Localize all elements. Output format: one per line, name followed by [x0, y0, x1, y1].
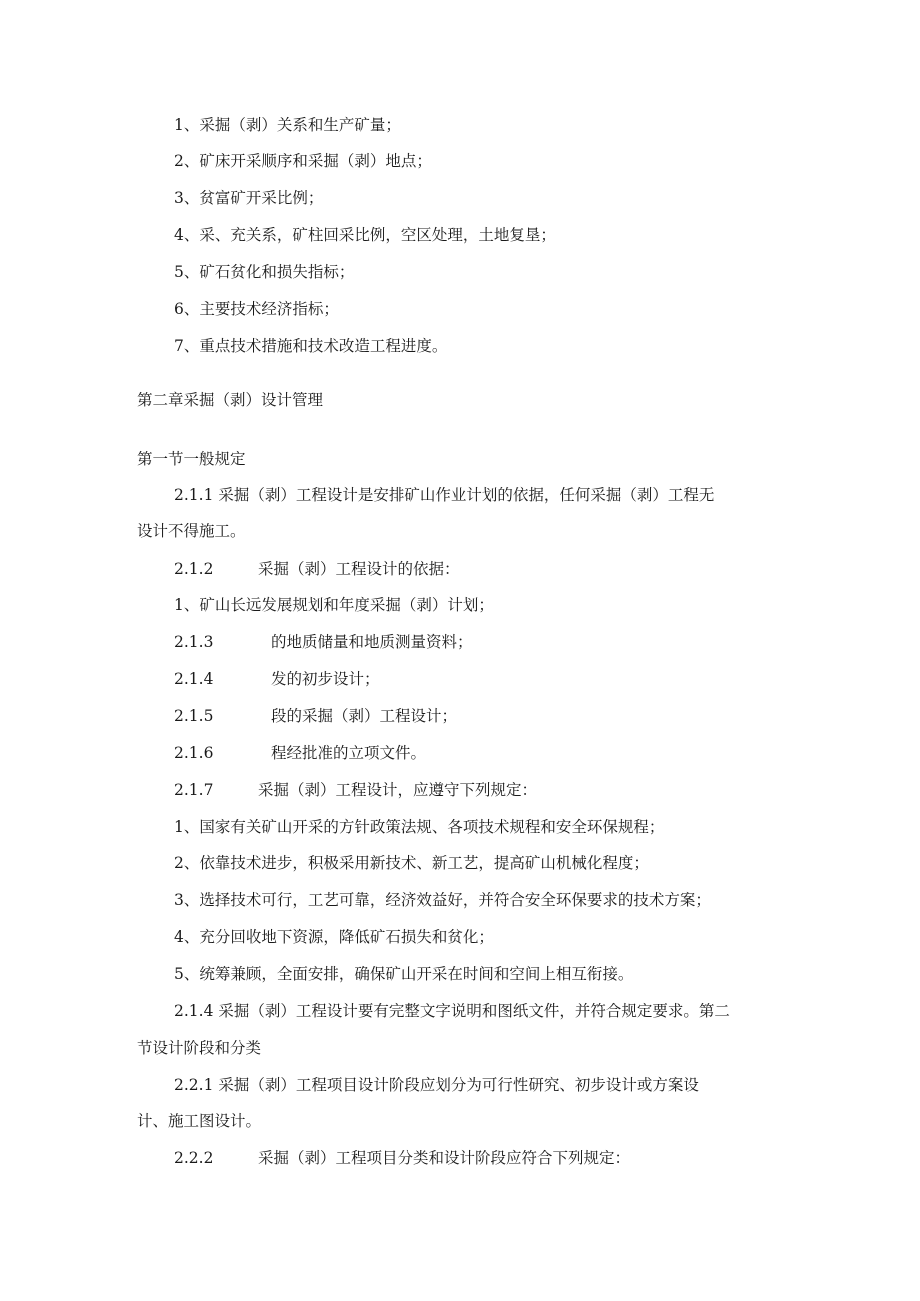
paragraph-2-2-2 [174, 1148, 630, 1168]
list-item: 6、主要技术经济指标； [174, 300, 339, 318]
section-heading: 第一节一般规定 [137, 450, 246, 468]
clause-text: 程经批准的立项文件。 [271, 744, 427, 762]
clause-number: 2.1.2 [174, 560, 214, 578]
chapter-heading: 第二章采掘（剥）设计管理 [137, 391, 324, 409]
paragraph-2-1-2 [174, 559, 460, 579]
list-item: 4、采、充关系，矿柱回采比例，空区处理，土地复垦； [174, 226, 556, 244]
list-item: 4、充分回收地下资源，降低矿石损失和贫化； [174, 928, 494, 946]
clause-row [174, 669, 380, 689]
list-item: 5、统筹兼顾，全面安排，确保矿山开采在时间和空间上相互衔接。 [174, 965, 634, 983]
paragraph-2-1-7 [174, 780, 537, 800]
paragraph-2-2-1-line2: 计、施工图设计。 [137, 1112, 262, 1130]
clause-number: 2.1.7 [174, 781, 214, 799]
paragraph-2-1-4-line2: 节设计阶段和分类 [137, 1039, 262, 1057]
clause-text: 采掘（剥）工程设计的依据： [258, 560, 460, 578]
clause-row [174, 706, 457, 726]
clause-row [174, 632, 473, 652]
paragraph-2-1-1-line2: 设计不得施工。 [137, 522, 246, 540]
paragraph-2-1-4-line1: 2.1.4 采掘（剥）工程设计要有完整文字说明和图纸文件，并符合规定要求。第二 [174, 1002, 730, 1020]
list-item: 7、重点技术措施和技术改造工程进度。 [174, 337, 448, 355]
list-item: 2、依靠技术进步，积极采用新技术、新工艺，提高矿山机械化程度； [174, 854, 649, 872]
clause-row [174, 743, 426, 763]
clause-number: 2.1.6 [174, 744, 214, 762]
list-item: 1、矿山长远发展规划和年度采掘（剥）计划； [174, 596, 494, 614]
clause-number: 2.1.5 [174, 707, 214, 725]
clause-text: 采掘（剥）工程项目分类和设计阶段应符合下列规定： [258, 1149, 631, 1167]
clause-text: 发的初步设计； [271, 670, 380, 688]
clause-text: 采掘（剥）工程设计，应遵守下列规定： [258, 781, 538, 799]
list-item: 1、采掘（剥）关系和生产矿量； [174, 116, 401, 134]
clause-number: 2.1.3 [174, 633, 214, 651]
clause-number: 2.2.2 [174, 1149, 214, 1167]
list-item: 2、矿床开采顺序和采掘（剥）地点； [174, 152, 432, 170]
paragraph-2-2-1-line1: 2.2.1 采掘（剥）工程项目设计阶段应划分为可行性研究、初步设计或方案设 [174, 1076, 699, 1094]
list-item: 1、国家有关矿山开采的方针政策法规、各项技术规程和安全环保规程； [174, 818, 665, 836]
clause-text: 的地质储量和地质测量资料； [271, 633, 473, 651]
list-item: 5、矿石贫化和损失指标； [174, 263, 355, 281]
clause-number: 2.1.4 [174, 670, 214, 688]
list-item: 3、选择技术可行，工艺可靠，经济效益好，并符合安全环保要求的技术方案； [174, 891, 711, 909]
clause-text: 段的采掘（剥）工程设计； [271, 707, 458, 725]
paragraph-2-1-1-line1: 2.1.1 采掘（剥）工程设计是安排矿山作业计划的依据，任何采掘（剥）工程无 [174, 486, 715, 504]
list-item: 3、贫富矿开采比例； [174, 189, 324, 207]
